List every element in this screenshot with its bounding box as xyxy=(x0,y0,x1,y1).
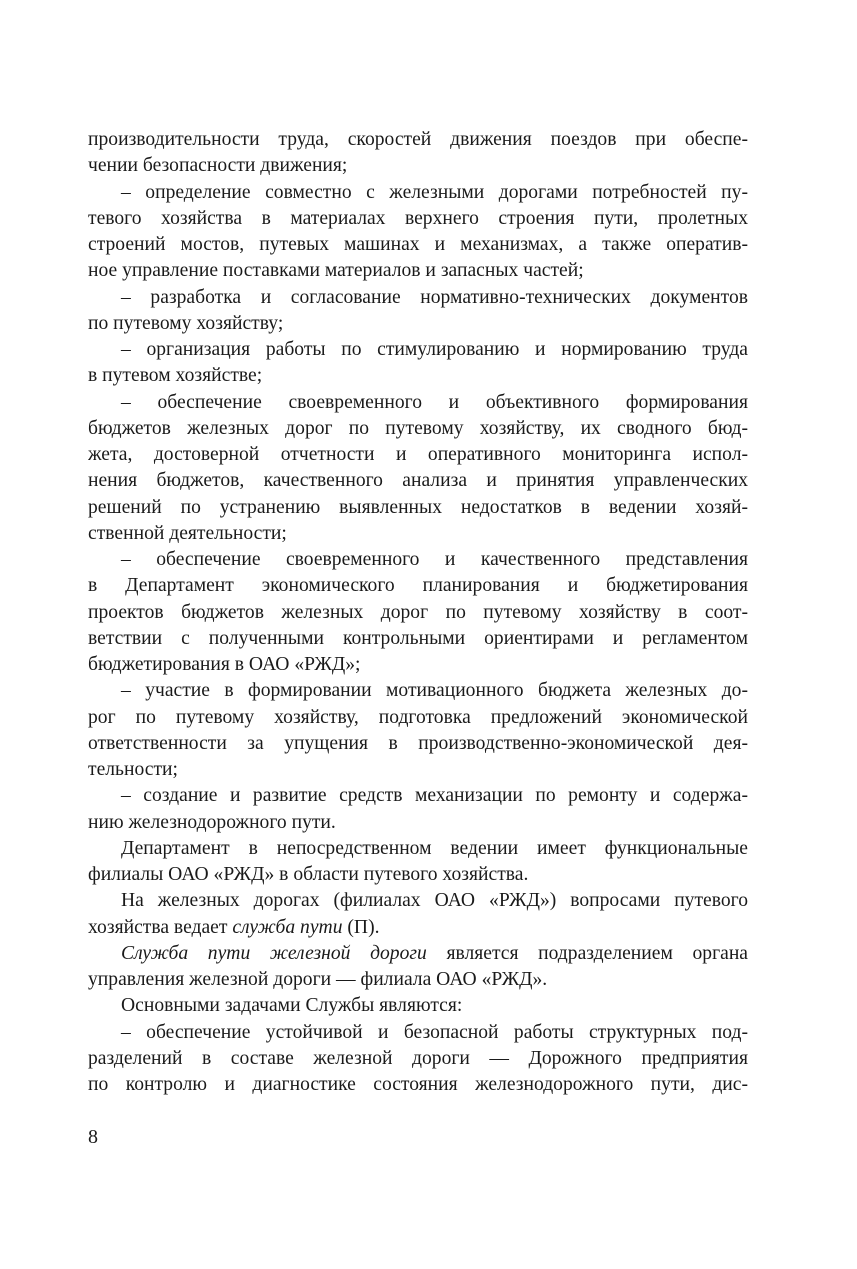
text-span: производительности труда, скоростей движения поездов при обеспе- xyxy=(88,129,748,150)
text-line xyxy=(88,521,748,547)
text-line xyxy=(88,1046,748,1072)
text-line xyxy=(88,862,748,888)
text-span: является подразделением органа xyxy=(426,942,748,964)
text-line xyxy=(88,311,748,337)
text-line xyxy=(88,390,748,416)
text-span: – организация работы по стимулированию и нормированию труда xyxy=(121,339,748,360)
text-line xyxy=(88,678,748,704)
text-span: тельности; xyxy=(88,759,178,780)
text-span: ное управление поставками материалов и запасных частей; xyxy=(88,260,584,282)
text-span: бюджетов железных дорог по путевому хозяйству, их сводного бюд- xyxy=(88,417,748,439)
text-line xyxy=(88,495,748,521)
text-line xyxy=(88,180,748,206)
text-span: ветствии с полученными контрольными ориентирами и регламентом xyxy=(88,627,748,649)
text-span: хозяйства ведает xyxy=(88,916,233,938)
text-span: ответственности за упущения в производственно-экономической дея- xyxy=(88,732,748,754)
text-span: ственной деятельности; xyxy=(88,522,287,544)
text-line xyxy=(88,993,748,1019)
text-line xyxy=(88,652,748,678)
text-span: На железных дорогах (филиалах ОАО «РЖД») вопросами путевого xyxy=(121,890,748,912)
text-line xyxy=(88,1072,748,1098)
text-span: по путевому хозяйству; xyxy=(88,312,284,334)
text-line xyxy=(88,783,748,809)
text-line xyxy=(88,258,748,284)
text-span: нения бюджетов, качественного анализа и принятия управленческих xyxy=(88,470,748,492)
text-line xyxy=(88,967,748,993)
text-line xyxy=(88,600,748,626)
text-line xyxy=(88,941,748,967)
text-span: в путевом хозяйстве; xyxy=(88,365,263,387)
text-span: – участие в формировании мотивационного бюджета железных до- xyxy=(121,680,748,702)
text-line xyxy=(88,1020,748,1046)
text-span: – разработка и согласование нормативно-технических документов xyxy=(121,286,748,308)
text-line xyxy=(88,285,748,311)
text-line xyxy=(88,810,748,836)
text-line xyxy=(88,547,748,573)
text-span: по контролю и диагностике состояния железнодорожного пути, дис- xyxy=(88,1074,748,1095)
text-line xyxy=(88,442,748,468)
text-span: в Департамент экономического планирования и бюджетирования xyxy=(88,575,748,597)
text-line xyxy=(88,153,748,179)
text-line xyxy=(88,468,748,494)
text-span: нию железнодорожного пути. xyxy=(88,811,336,833)
text-span: – обеспечение своевременного и объективного формирования xyxy=(121,391,748,413)
text-line xyxy=(88,915,748,941)
text-span: тевого хозяйства в материалах верхнего строения пути, пролетных xyxy=(88,207,748,229)
text-line xyxy=(88,127,748,153)
text-span: Основными задачами Службы являются: xyxy=(121,995,463,1017)
text-span: жета, достоверной отчетности и оперативного мониторинга испол- xyxy=(88,444,748,465)
text-line xyxy=(88,731,748,757)
text-span: решений по устранению выявленных недостатков в ведении хозяй- xyxy=(88,496,748,518)
text-span: – определение совместно с железными дорогами потребностей пу- xyxy=(121,181,748,203)
italic-term: Служба пути железной дороги xyxy=(121,942,427,964)
text-span: филиалы ОАО «РЖД» в области путевого хозяйства. xyxy=(88,864,529,885)
text-span: чении безопасности движения; xyxy=(88,155,348,177)
text-line xyxy=(88,416,748,442)
text-span: бюджетирования в ОАО «РЖД»; xyxy=(88,654,361,675)
text-span: – создание и развитие средств механизации по ремонту и содержа- xyxy=(121,785,748,807)
text-line xyxy=(88,705,748,731)
italic-term: служба пути xyxy=(232,916,343,938)
text-span: управления железной дороги — филиала ОАО «РЖД». xyxy=(88,969,548,990)
text-span: разделений в составе железной дороги — Дорожного предприятия xyxy=(88,1047,748,1069)
text-line xyxy=(88,337,748,363)
text-span: – обеспечение своевременного и качественного представления xyxy=(121,549,748,570)
page-number: 8 xyxy=(88,1126,98,1148)
text-line xyxy=(88,888,748,914)
text-line xyxy=(88,573,748,599)
text-line xyxy=(88,206,748,232)
text-span: рог по путевому хозяйству, подготовка предложений экономической xyxy=(88,706,748,728)
text-span: (П). xyxy=(342,916,380,938)
text-line xyxy=(88,757,748,783)
text-span: Департамент в непосредственном ведении имеет функциональные xyxy=(121,837,748,859)
text-span: строений мостов, путевых машинах и механизмах, а также оператив- xyxy=(88,234,748,255)
text-span: – обеспечение устойчивой и безопасной работы структурных под- xyxy=(121,1021,748,1043)
text-line xyxy=(88,232,748,258)
text-span: проектов бюджетов железных дорог по путевому хозяйству в соот- xyxy=(88,601,748,623)
text-line xyxy=(88,836,748,862)
text-line xyxy=(88,626,748,652)
text-line xyxy=(88,363,748,389)
body-text xyxy=(88,127,748,1098)
